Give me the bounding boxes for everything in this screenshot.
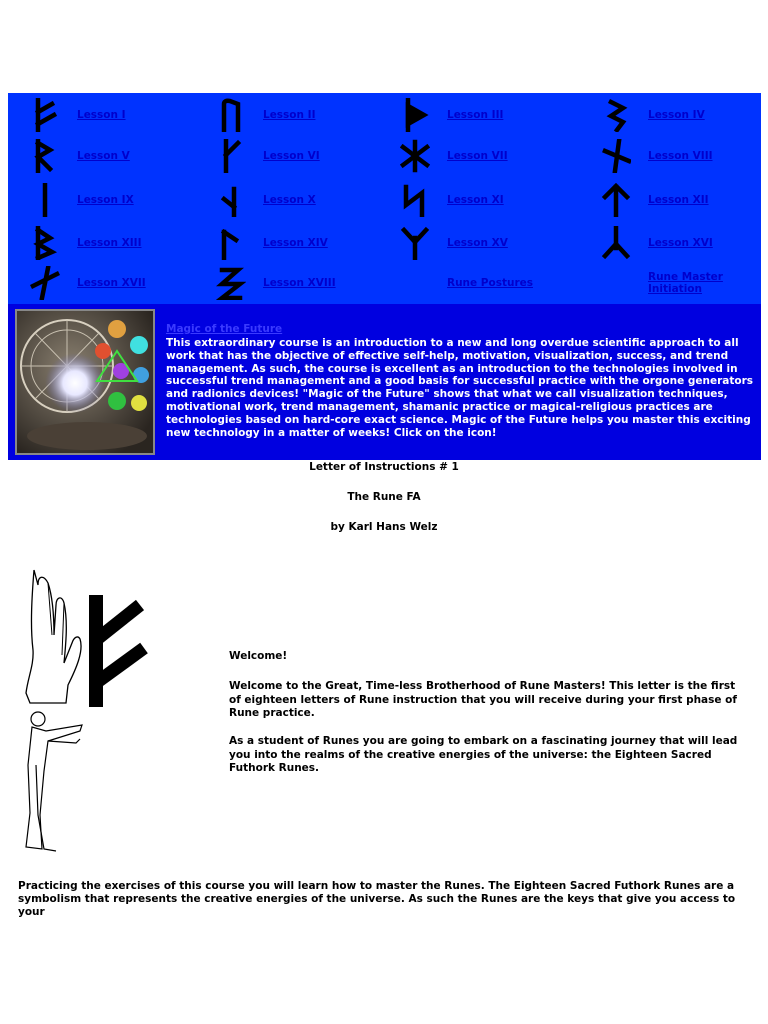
rune-tyr-icon[interactable] xyxy=(598,181,634,219)
rune-rit-icon[interactable] xyxy=(27,137,63,175)
lesson-link[interactable]: Lesson IV xyxy=(648,109,705,121)
promo-title-link[interactable]: Magic of the Future xyxy=(166,323,283,335)
welcome-heading: Welcome! xyxy=(229,650,288,662)
magic-of-the-future-icon[interactable] xyxy=(15,309,155,455)
nav-cell xyxy=(397,96,567,134)
lesson-link[interactable]: Rune Master Initiation xyxy=(648,271,723,295)
nav-cell xyxy=(397,224,567,262)
rune-sig-icon[interactable] xyxy=(397,181,433,219)
lesson-link[interactable]: Lesson XIII xyxy=(77,237,142,249)
nav-cell xyxy=(213,264,383,302)
rune-yr-icon[interactable] xyxy=(598,224,634,262)
lesson-link[interactable]: Lesson XV xyxy=(447,237,508,249)
nav-cell xyxy=(397,137,567,175)
lesson-link[interactable]: Lesson IX xyxy=(77,194,134,206)
lesson-link[interactable]: Lesson III xyxy=(447,109,504,121)
lesson-link[interactable]: Rune Postures xyxy=(447,277,534,289)
lesson-link[interactable]: Lesson X xyxy=(263,194,316,206)
rune-is-icon[interactable] xyxy=(27,181,63,219)
rune-navigation-table xyxy=(8,93,761,304)
nav-cell xyxy=(397,264,567,302)
journey-paragraph: As a student of Runes you are going to embark on a fascinating journey that will lead you into the realms of the creative energies of the universe: the Eighteen Sacred Futhork Runes. xyxy=(229,735,738,774)
nav-cell xyxy=(213,224,383,262)
rune-thorn-icon[interactable] xyxy=(397,96,433,134)
lesson-link[interactable]: Lesson XI xyxy=(447,194,504,206)
rune-gibor-icon[interactable] xyxy=(213,264,249,302)
nav-cell xyxy=(598,181,768,219)
nav-cell xyxy=(27,264,197,302)
rune-fa-icon[interactable] xyxy=(27,96,63,134)
lesson-link[interactable]: Lesson I xyxy=(77,109,126,121)
nav-cell xyxy=(27,137,197,175)
lesson-link[interactable]: Lesson VI xyxy=(263,150,320,162)
rune-man-icon[interactable] xyxy=(397,224,433,262)
rune-ka-icon[interactable] xyxy=(213,137,249,175)
letter-number-heading: Letter of Instructions # 1 xyxy=(309,461,459,473)
nav-cell xyxy=(27,224,197,262)
rune-bar-icon[interactable] xyxy=(27,224,63,262)
rune-ar-icon[interactable] xyxy=(213,181,249,219)
rune-eh-icon[interactable] xyxy=(27,264,63,302)
rune-title-heading: The Rune FA xyxy=(347,491,421,503)
nav-cell xyxy=(27,96,197,134)
lesson-link[interactable]: Lesson XVII xyxy=(77,277,146,289)
lesson-link[interactable]: Lesson XVIII xyxy=(263,277,336,289)
promo-description: This extraordinary course is an introduction to a new and long overdue scientific approach to all work that has the objective of effective self-help, motivation, visualization, success, and trend management. As such, the course is excellent as an introduction to the technologies involved in successful trend management and a good basis for successful practice with the orgone generators and radionics devices! "Magic of the Future" shows that what we call visualization techniques, motivational work, trend management, shamanic practice or magical-religious practices are technologies based on hard-core exact science. Magic of the Future helps you master this exciting new technology in a matter of weeks! Click on the icon! xyxy=(166,337,754,439)
lesson-link[interactable]: Lesson VIII xyxy=(648,150,713,162)
lesson-link[interactable]: Lesson XVI xyxy=(648,237,713,249)
nav-cell xyxy=(213,137,383,175)
welcome-paragraph: Welcome to the Great, Time-less Brotherhood of Rune Masters! This letter is the first of eighteen letters of Rune instruction that you will receive during your first phase of Rune practice. xyxy=(229,680,737,719)
nav-cell xyxy=(598,224,768,262)
lesson-link[interactable]: Lesson XII xyxy=(648,194,709,206)
rune-fa-posture-illustration xyxy=(18,565,158,855)
nav-cell xyxy=(213,181,383,219)
rune-not-icon[interactable] xyxy=(598,137,634,175)
nav-cell xyxy=(213,96,383,134)
lesson-link[interactable]: Lesson V xyxy=(77,150,130,162)
rune-ur-icon[interactable] xyxy=(213,96,249,134)
nav-cell xyxy=(598,96,768,134)
practicing-paragraph: Practicing the exercises of this course you will learn how to master the Runes. The Eighteen Sacred Futhork Runes are a symbolism that represents the creative energies of the universe. As such the Runes are the keys that give you access to your xyxy=(18,880,736,918)
lesson-link[interactable]: Lesson VII xyxy=(447,150,508,162)
promo-banner xyxy=(8,304,761,460)
nav-cell xyxy=(27,181,197,219)
lesson-link[interactable]: Lesson XIV xyxy=(263,237,328,249)
nav-cell xyxy=(598,264,768,302)
rune-fa-icon xyxy=(96,595,144,707)
author-heading: by Karl Hans Welz xyxy=(330,521,438,533)
nav-cell xyxy=(397,181,567,219)
rune-hagal-icon[interactable] xyxy=(397,137,433,175)
nav-cell xyxy=(598,137,768,175)
rune-os-icon[interactable] xyxy=(598,96,634,134)
rune-laf-icon[interactable] xyxy=(213,224,249,262)
lesson-link[interactable]: Lesson II xyxy=(263,109,316,121)
